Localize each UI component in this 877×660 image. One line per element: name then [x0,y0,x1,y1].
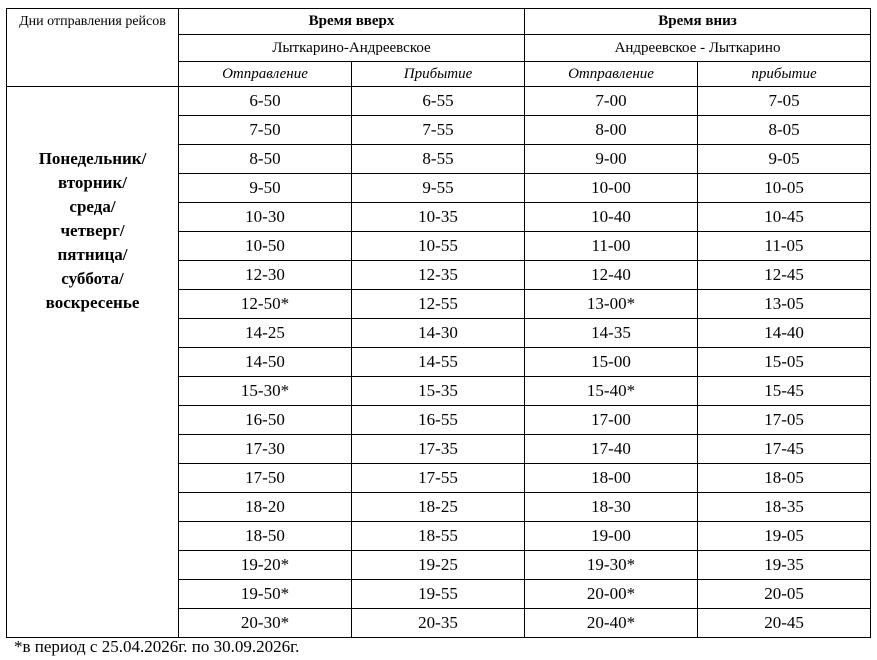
down-departure-cell: 15-00 [525,348,698,377]
schedule-table [6,8,871,638]
up-departure-cell: 12-50* [179,290,352,319]
down-departure-cell: 11-00 [525,232,698,261]
up-departure-cell: 12-30 [179,261,352,290]
up-departure-cell: 17-30 [179,435,352,464]
down-arrival-cell: 12-45 [698,261,871,290]
down-departure-cell: 20-40* [525,609,698,638]
down-arrival-cell: 11-05 [698,232,871,261]
up-departure-cell: 20-30* [179,609,352,638]
down-arrival-cell: 8-05 [698,116,871,145]
up-departure-cell: 19-20* [179,551,352,580]
down-direction-title: Время вниз [525,9,871,35]
up-arrival-cell: 12-35 [352,261,525,290]
up-arrival-header: Прибытие [352,62,525,87]
down-departure-cell: 10-40 [525,203,698,232]
up-departure-cell: 16-50 [179,406,352,435]
down-departure-cell: 18-00 [525,464,698,493]
up-arrival-cell: 18-25 [352,493,525,522]
up-arrival-cell: 15-35 [352,377,525,406]
day-label: суббота/ [61,269,124,288]
up-departure-cell: 9-50 [179,174,352,203]
up-arrival-cell: 19-25 [352,551,525,580]
up-arrival-cell: 16-55 [352,406,525,435]
table-row [7,87,871,116]
up-departure-cell: 6-50 [179,87,352,116]
down-departure-cell: 15-40* [525,377,698,406]
up-arrival-cell: 10-35 [352,203,525,232]
up-departure-cell: 19-50* [179,580,352,609]
up-arrival-cell: 20-35 [352,609,525,638]
up-departure-cell: 17-50 [179,464,352,493]
footnote: *в период с 25.04.2026г. по 30.09.2026г. [14,637,300,656]
down-departure-cell: 14-35 [525,319,698,348]
up-departure-cell: 8-50 [179,145,352,174]
up-departure-cell: 10-30 [179,203,352,232]
up-departure-cell: 7-50 [179,116,352,145]
up-departure-cell: 14-25 [179,319,352,348]
day-label: вторник/ [58,173,127,192]
up-departure-cell: 15-30* [179,377,352,406]
down-arrival-cell: 7-05 [698,87,871,116]
up-arrival-cell: 8-55 [352,145,525,174]
down-arrival-cell: 10-45 [698,203,871,232]
day-label: воскресенье [45,293,140,312]
up-arrival-cell: 17-55 [352,464,525,493]
down-departure-cell: 7-00 [525,87,698,116]
down-departure-cell: 13-00* [525,290,698,319]
up-arrival-cell: 19-55 [352,580,525,609]
schedule-body [7,87,871,638]
up-departure-cell: 18-20 [179,493,352,522]
down-departure-cell: 19-30* [525,551,698,580]
days-header: Дни отправления рейсов [7,9,179,87]
up-arrival-cell: 14-30 [352,319,525,348]
down-departure-cell: 17-40 [525,435,698,464]
down-departure-cell: 19-00 [525,522,698,551]
days-of-week-cell [7,87,179,638]
down-departure-header: Отправление [525,62,698,87]
down-arrival-cell: 19-05 [698,522,871,551]
day-label: Понедельник/ [38,149,147,168]
down-arrival-cell: 20-45 [698,609,871,638]
up-route: Лыткарино-Андреевское [179,35,525,62]
day-label: пятница/ [57,245,128,264]
up-departure-cell: 18-50 [179,522,352,551]
down-departure-cell: 12-40 [525,261,698,290]
up-arrival-cell: 10-55 [352,232,525,261]
up-arrival-cell: 6-55 [352,87,525,116]
down-arrival-header: прибытие [698,62,871,87]
down-arrival-cell: 9-05 [698,145,871,174]
up-arrival-cell: 7-55 [352,116,525,145]
down-arrival-cell: 17-45 [698,435,871,464]
down-departure-cell: 8-00 [525,116,698,145]
down-arrival-cell: 18-35 [698,493,871,522]
down-departure-cell: 18-30 [525,493,698,522]
up-departure-cell: 14-50 [179,348,352,377]
up-departure-header: Отправление [179,62,352,87]
up-arrival-cell: 17-35 [352,435,525,464]
down-arrival-cell: 15-05 [698,348,871,377]
up-arrival-cell: 14-55 [352,348,525,377]
down-arrival-cell: 10-05 [698,174,871,203]
down-arrival-cell: 15-45 [698,377,871,406]
day-label: среда/ [69,197,116,216]
down-departure-cell: 17-00 [525,406,698,435]
down-route: Андреевское - Лыткарино [525,35,871,62]
down-departure-cell: 10-00 [525,174,698,203]
up-arrival-cell: 18-55 [352,522,525,551]
up-departure-cell: 10-50 [179,232,352,261]
down-arrival-cell: 18-05 [698,464,871,493]
down-arrival-cell: 13-05 [698,290,871,319]
up-arrival-cell: 12-55 [352,290,525,319]
day-label: четверг/ [60,221,125,240]
down-arrival-cell: 19-35 [698,551,871,580]
down-departure-cell: 20-00* [525,580,698,609]
down-arrival-cell: 17-05 [698,406,871,435]
up-direction-title: Время вверх [179,9,525,35]
down-arrival-cell: 14-40 [698,319,871,348]
down-arrival-cell: 20-05 [698,580,871,609]
down-departure-cell: 9-00 [525,145,698,174]
up-arrival-cell: 9-55 [352,174,525,203]
